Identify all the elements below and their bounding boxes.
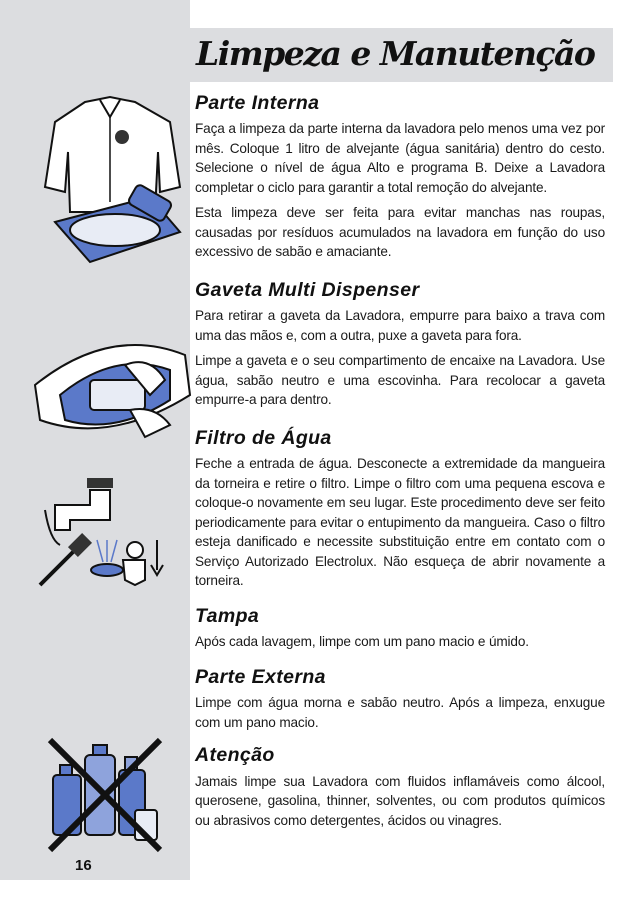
section-heading: Gaveta Multi Dispenser [195,278,420,301]
section-heading: Parte Interna [195,92,320,114]
section-heading: Tampa [195,604,260,627]
section-atencao [195,744,605,830]
section-parte-interna [195,92,605,262]
dispenser-drawer-illustration [30,325,195,450]
shirt-washer-illustration [30,92,195,267]
page-number: 16 [75,857,92,874]
section-filtro-de-agua [195,427,605,591]
section-paragraph: Esta limpeza deve ser feita para evitar manchas nas roupas, causadas por resíduos acumulados na lavadora em função do uso excessivo de sabão e amaciante. [195,205,605,260]
section-paragraph: Após cada lavagem, limpe com um pano macio e úmido. [195,634,529,650]
page-title: Limpeza e Manutenção [196,34,595,73]
section-heading: Atenção [195,744,275,767]
section-paragraph: Limpe com água morna e sabão neutro. Após a limpeza, enxugue com um pano macio. [195,695,605,730]
faucet-filter-illustration [35,470,170,590]
section-gaveta-multi-dispenser [195,279,605,410]
section-paragraph: Para retirar a gaveta da Lavadora, empurre para baixo a trava com uma das mãos e, com a outra, puxe a gaveta para fora. [195,308,605,343]
section-tampa [195,605,605,652]
content-column [195,92,605,836]
forbidden-chemicals-illustration [45,735,165,855]
section-paragraph: Feche a entrada de água. Desconecte a extremidade da mangueira da torneira e retire o filtro. Limpe o filtro com uma pequena escova e coloque-o novamente em seu lugar. Este procedimento deve ser feito periodicamente para evitar o entupimento da mangueira. Caso o filtro esteja danificado e necessite substituição entre em contato com o Serviço Autorizado Electrolux. Não esqueça de abrir novamente a torneira. [195,456,605,589]
section-paragraph: Limpe a gaveta e o seu compartimento de encaixe na Lavadora. Use água, sabão neutro e uma escovinha. Para recolocar a gaveta empurre-a para dentro. [195,353,605,408]
section-paragraph: Faça a limpeza da parte interna da lavadora pelo menos uma vez por mês. Coloque 1 litro de alvejante (água sanitária) dentro do cesto. Selecione o nível de água Alto e programa B. Deixe a Lavadora completar o ciclo para garantir a total remoção do alvejante. [195,121,605,195]
section-heading: Filtro de Água [195,426,332,449]
section-parte-externa [195,666,605,732]
section-paragraph: Jamais limpe sua Lavadora com fluidos inflamáveis como álcool, querosene, gasolina, thinner, solventes, ou com produtos químicos ou abrasivos como detergentes, ácidos ou vinagres. [195,773,605,828]
section-heading: Parte Externa [195,665,326,688]
